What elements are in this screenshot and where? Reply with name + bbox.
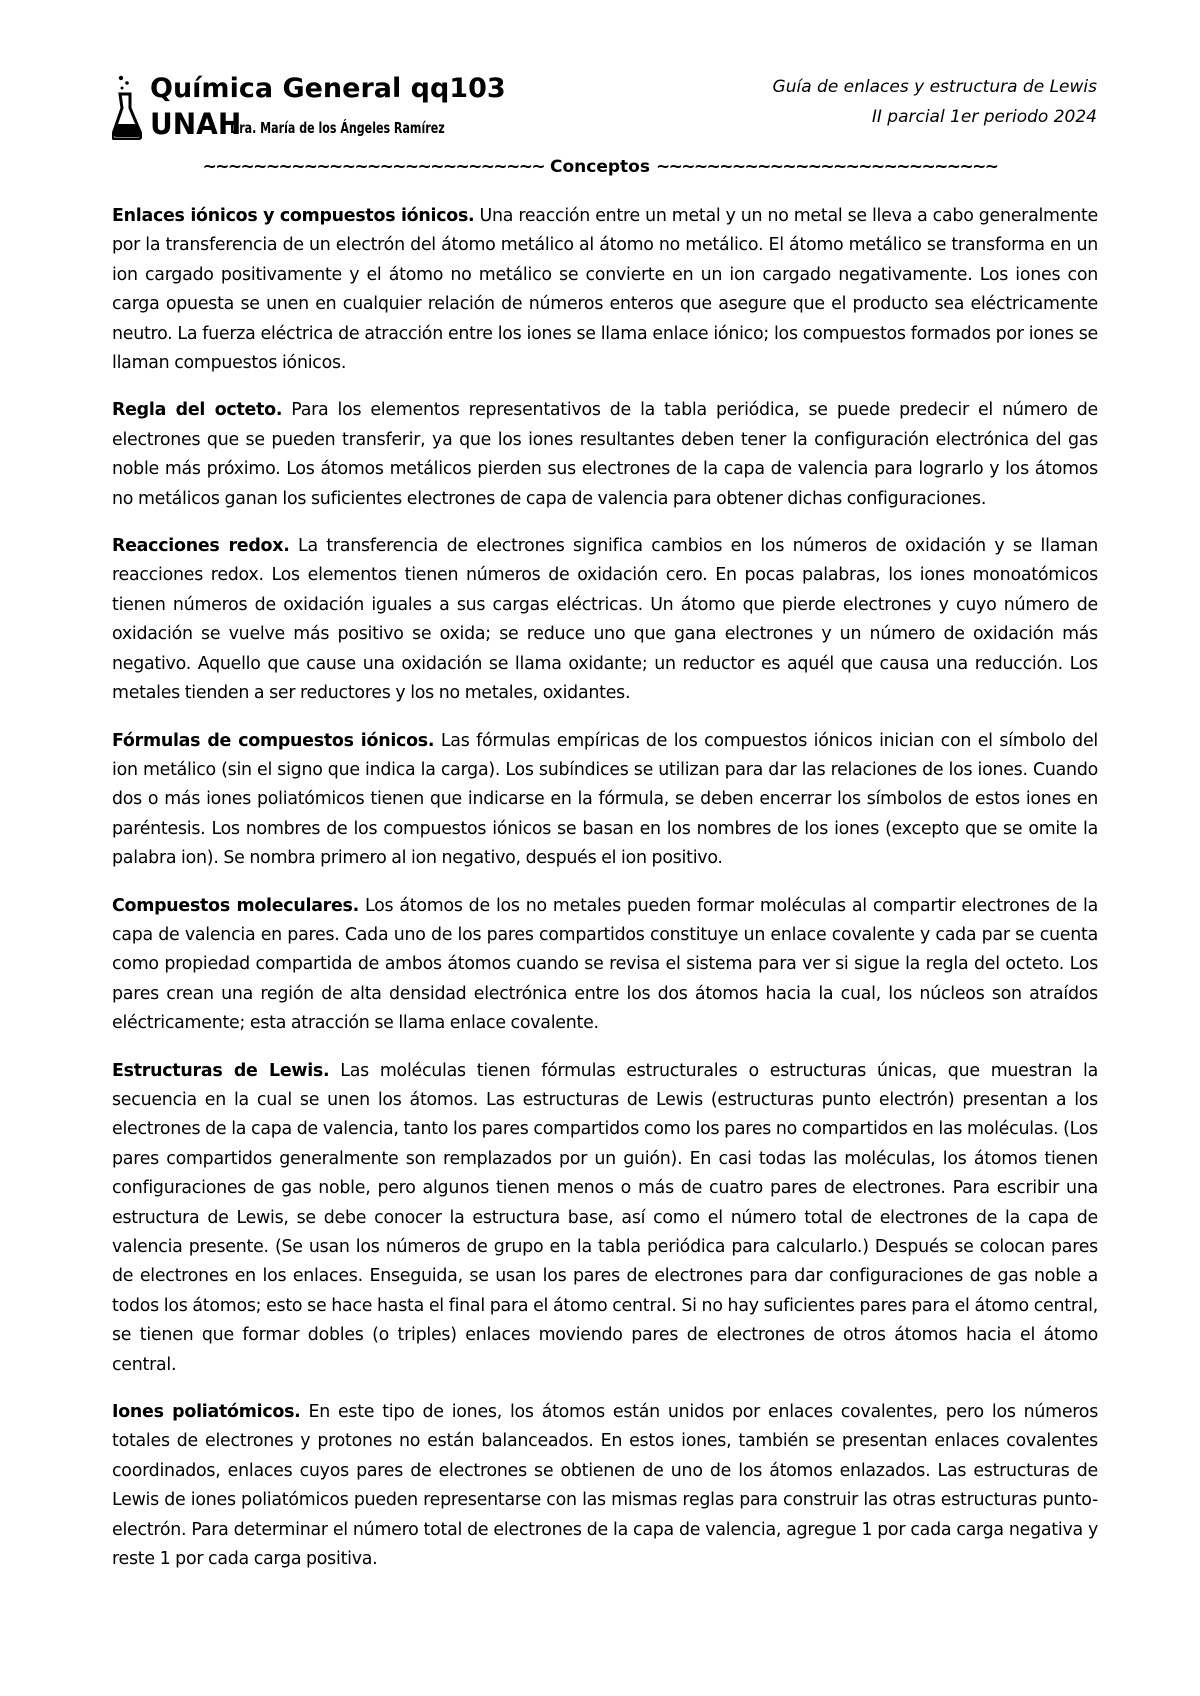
paragraph-lead: Enlaces iónicos y compuestos iónicos. (112, 206, 475, 226)
paragraph-ionic-bonds (112, 202, 1098, 378)
paragraph-ionic-formulas (112, 727, 1098, 874)
tilde-rule-right: ~~~~~~~~~~~~~~~~~~~~~~~~~~~ (655, 157, 998, 177)
university-name: UNAH (150, 106, 242, 142)
paragraph-text: La transferencia de electrones significa cambios en los números de oxidación y se llaman reacciones redox. Los elementos tienen números de oxidación cero. En pocas palabras, los iones monoatómicos tienen números de oxidación iguales a sus cargas eléctricas. Un átomo que pierde electrones y cuyo número de oxidación se vuelve más positivo se oxida; se reduce uno que gana electrones y un número de oxidación más negativo. Aquello que cause una oxidación se llama oxidante; un reductor es aquél que causa una reducción. Los metales tienden a ser reductores y los no metales, oxidantes. (112, 536, 1098, 704)
flask-icon (112, 74, 142, 140)
paragraph-lead: Fórmulas de compuestos iónicos. (112, 730, 435, 751)
paragraph-text: Las fórmulas empíricas de los compuestos iónicos inician con el símbolo del ion metálico (sin el signo que indica la carga). Los subíndices se utilizan para dar las relaciones de los iones. Cuando dos o más iones poliatómicos tienen que indicarse en la fórmula, se deben encerrar los símbolos de estos iones en paréntesis. Los nombres de los compuestos iónicos se basan en los nombres de los iones (excepto que se omite la palabra ion). Se nombra primero al ion negativo, después el ion positivo. (112, 730, 1098, 869)
paragraph-lead: Compuestos moleculares. (112, 895, 360, 916)
paragraph-text: En este tipo de iones, los átomos están unidos por enlaces covalentes, pero los números totales de electrones y protones no están balanceados. En estos iones, también se presentan enlaces covalentes coordinados, enlaces cuyos pares de electrones se obtienen de uno de los átomos enlazados. Las estructuras de Lewis de iones poliatómicos pueden representarse con las mismas reglas para construir las otras estructuras punto-electrón. Para determinar el número total de electrones de la capa de valencia, agregue 1 por cada carga negativa y reste 1 por cada carga positiva. (112, 1402, 1099, 1570)
section-title: Conceptos (550, 157, 650, 177)
paragraph-text: Los átomos de los no metales pueden formar moléculas al compartir electrones de la capa de valencia en pares. Cada uno de los pares compartidos constituye un enlace covalente y cada par se cuenta como propiedad compartida de ambos átomos cuando se revisa el sistema para ver si sigue la regla del octeto. Los pares crean una región de alta densidad electrónica entre los dos átomos hacia la cual, los núcleos son atraídos eléctricamente; esta atracción se llama enlace covalente. (112, 895, 1098, 1034)
course-title: Química General qq103 (150, 73, 506, 104)
content-body (112, 202, 1098, 1592)
professor-name: Dra. María de los Ángeles Ramírez (230, 119, 445, 137)
paragraph-redox (112, 532, 1098, 708)
paragraph-octet-rule (112, 396, 1098, 514)
paragraph-lead: Iones poliatómicos. (112, 1402, 301, 1423)
header-info (773, 72, 1097, 132)
paragraph-lead: Regla del octeto. (112, 400, 283, 421)
paragraph-text: Una reacción entre un metal y un no metal se lleva a cabo generalmente por la transferencia de un electrón del átomo metálico al átomo no metálico. El átomo metálico se transforma en un ion cargado positivamente y el átomo no metálico se convierte en un ion cargado negativamente. Los iones con carga opuesta se unen en cualquier relación de números enteros que asegure que el producto sea eléctricamente neutro. La fuerza eléctrica de atracción entre los iones se llama enlace iónico; los compuestos formados por iones se llaman compuestos iónicos. (112, 206, 1098, 374)
paragraph-molecular-compounds (112, 892, 1098, 1039)
section-heading (0, 155, 1200, 179)
tilde-rule-left: ~~~~~~~~~~~~~~~~~~~~~~~~~~~ (202, 157, 545, 177)
paragraph-text: Las moléculas tienen fórmulas estructurales o estructuras únicas, que muestran la secuencia en la cual se unen los átomos. Las estructuras de Lewis (estructuras punto electrón) presentan a los electrones de la capa de valencia, tanto los pares compartidos como los pares no compartidos en las moléculas. (Los pares compartidos generalmente son remplazados por un guión). En casi todas las moléculas, los átomos tienen configuraciones de gas noble, pero algunos tienen menos o más de cuatro pares de electrones. Para escribir una estructura de Lewis, se debe conocer la estructura base, así como el número total de electrones de la capa de valencia presente. (Se usan los números de grupo en la tabla periódica para calcularlo.) Después se colocan pares de electrones en los enlaces. Enseguida, se usan los pares de electrones para dar configuraciones de gas noble a todos los átomos; esto se hace hasta el final para el átomo central. Si no hay suficientes pares para el átomo central, se tienen que formar dobles (o triples) enlaces moviendo pares de electrones de otros átomos hacia el átomo central. (112, 1060, 1098, 1375)
course-logo (112, 72, 506, 144)
paragraph-lead: Estructuras de Lewis. (112, 1060, 330, 1081)
paragraph-lead: Reacciones redox. (112, 536, 290, 557)
guide-title: Guía de enlaces y estructura de Lewis (772, 77, 1097, 97)
period: II parcial 1er periodo 2024 (871, 107, 1097, 127)
paragraph-text: Para los elementos representativos de la tabla periódica, se puede predecir el número de electrones que se pueden transferir, ya que los iones resultantes deben tener la configuración electrónica del gas noble más próximo. Los átomos metálicos pierden sus electrones de la capa de valencia para lograrlo y los átomos no metálicos ganan los suficientes electrones de capa de valencia para obtener dichas configuraciones. (112, 400, 1098, 509)
paragraph-polyatomic-ions (112, 1398, 1098, 1574)
paragraph-lewis-structures (112, 1057, 1098, 1380)
